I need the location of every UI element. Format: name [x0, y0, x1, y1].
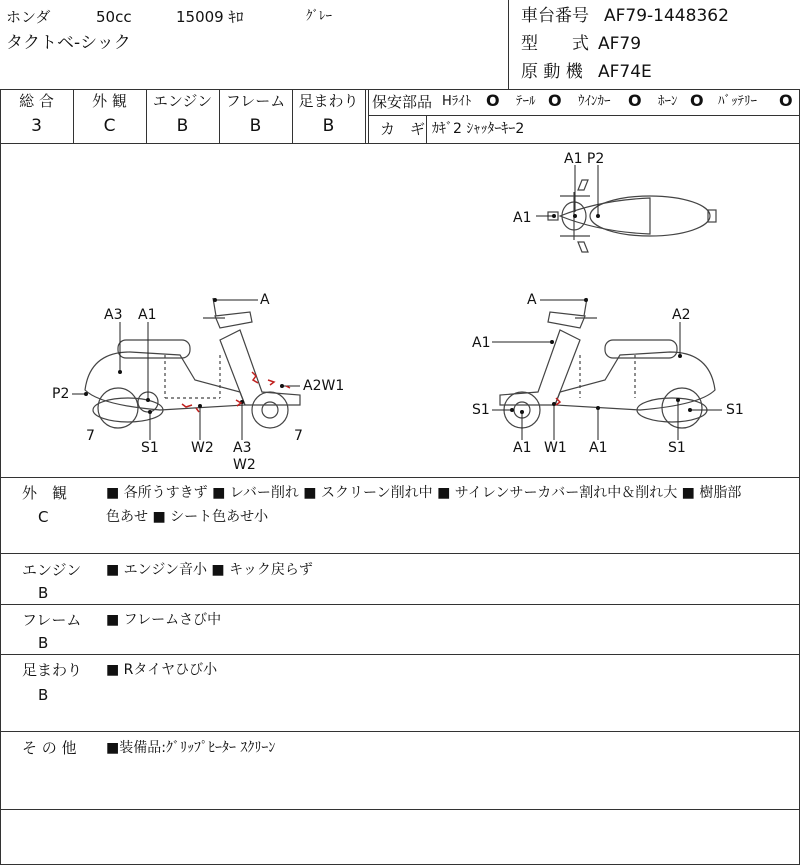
remark-suspension-label: 足まわり: [22, 661, 83, 679]
key-value: ｶｷﾞ2 ｼｬｯﾀｰｷｰ2: [432, 121, 525, 137]
part-tail: ﾃｰﾙ: [516, 94, 536, 109]
grade-value-total: 3: [31, 116, 42, 136]
remark-other-text: ■装備品:ｸﾞﾘｯﾌﾟﾋｰﾀｰ ｽｸﾘｰﾝ: [106, 740, 276, 756]
grade-value-exterior: C: [103, 116, 116, 136]
diagram-label: S1: [472, 402, 490, 418]
diagram-label: P2: [52, 386, 70, 402]
grade-header-total: 総 合: [19, 92, 54, 110]
remarks-line: [0, 654, 800, 655]
remark-engine-text: ■ エンジン音小 ■ キック戻らず: [106, 562, 313, 578]
part-winker: ｳｲﾝｶｰ: [578, 94, 611, 109]
diagram-label: A: [260, 292, 270, 308]
diagram-label: S1: [141, 440, 159, 456]
remark-exterior-text-cont: 色あせ ■ シート色あせ小: [106, 509, 269, 525]
type-label: 型 式: [521, 34, 589, 54]
diagram-label: A1 P2: [564, 151, 605, 167]
model-name: タクトベ-シック: [6, 33, 131, 53]
remark-suspension-text: ■ Rタイヤひび小: [106, 662, 218, 678]
diagram-label: A1: [513, 210, 532, 226]
remark-exterior-text: ■ 各所うすきず ■ レバー削れ ■ スクリーン削れ中 ■ サイレンサーカバー割れ中＆削れ大 ■ 樹脂部: [106, 485, 742, 501]
remarks-line: [0, 809, 800, 810]
diagram-label: A: [527, 292, 537, 308]
type-value: AF79: [598, 34, 642, 54]
col-divider: [368, 89, 369, 143]
grade-header-suspension: 足まわり: [298, 92, 359, 110]
diagram-label: S1: [726, 402, 744, 418]
header-divider: [508, 0, 509, 89]
remarks-line: [0, 604, 800, 605]
remarks-line: [0, 731, 800, 732]
diagram-label: W2: [191, 440, 214, 456]
frame-no-label: 車台番号: [521, 6, 589, 26]
safety-parts-label: 保安部品: [372, 93, 433, 111]
displacement: 50cc: [96, 8, 132, 26]
remark-frame-grade: B: [38, 634, 49, 652]
diagram-label: S1: [668, 440, 686, 456]
diagram-label: 7: [294, 428, 303, 444]
part-headlight: Hﾗｲﾄ: [442, 94, 472, 109]
remarks-top-line: [0, 477, 800, 478]
table-mid-line: [368, 115, 800, 116]
diagram-label: A3: [233, 440, 252, 456]
remark-engine-label: エンジン: [22, 561, 82, 579]
remark-exterior-label: 外 観: [22, 484, 68, 502]
remark-frame-text: ■ フレームさび中: [106, 612, 222, 628]
diagram-label: A2: [672, 307, 691, 323]
diagram-label: W1: [544, 440, 567, 456]
grade-value-frame: B: [249, 116, 262, 136]
diagram-label: A1: [138, 307, 157, 323]
part-battery: ﾊﾞｯﾃﾘｰ: [718, 94, 757, 109]
remark-engine-grade: B: [38, 584, 49, 602]
part-tail-mark: O: [548, 91, 562, 110]
grade-value-suspension: B: [322, 116, 335, 136]
remark-suspension-grade: B: [38, 686, 49, 704]
diagram-label: A2W1: [303, 378, 345, 394]
col-divider: [365, 89, 366, 143]
diagram-label: A1: [589, 440, 608, 456]
grade-header-engine: エンジン: [152, 92, 213, 110]
remark-frame-label: フレーム: [22, 611, 82, 629]
color: ｸﾞﾚｰ: [306, 9, 332, 24]
part-headlight-mark: O: [486, 91, 500, 110]
diagram-label: W2: [233, 457, 256, 473]
maker: ホンダ: [6, 8, 51, 26]
frame-no: AF79-1448362: [604, 6, 729, 26]
part-winker-mark: O: [628, 91, 642, 110]
diagram-label: 7: [86, 428, 95, 444]
grade-header-exterior: 外 観: [92, 92, 127, 110]
mileage: 15009 ｷﾛ: [176, 8, 244, 26]
engine-value: AF74E: [598, 62, 652, 82]
diagram-label: A3: [104, 307, 123, 323]
col-divider: [426, 115, 427, 143]
diagram-label: A1: [513, 440, 532, 456]
remark-exterior-grade: C: [38, 508, 49, 526]
remarks-line: [0, 553, 800, 554]
engine-label: 原 動 機: [521, 62, 583, 82]
part-horn-mark: O: [690, 91, 704, 110]
part-horn: ﾎｰﾝ: [658, 94, 678, 109]
part-battery-mark: O: [779, 91, 793, 110]
table-top-line: [0, 89, 800, 90]
key-label: カ ギ: [380, 120, 426, 138]
grade-value-engine: B: [176, 116, 189, 136]
grade-header-frame: フレーム: [225, 92, 286, 110]
diagram-label: A1: [472, 335, 491, 351]
remark-other-label: そ の 他: [22, 739, 77, 757]
